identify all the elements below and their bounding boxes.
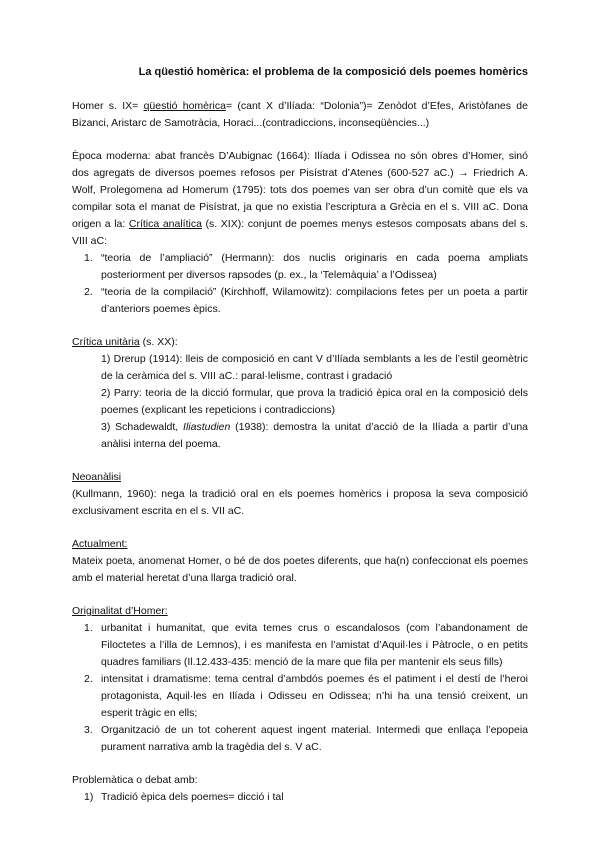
unitaria-item-2: 2) Parry: teoria de la dicció formular, que prova la tradició èpica oral en la composició dels poemes (explicant les repeticions i contradiccions) (101, 387, 528, 416)
list-number: 2. (84, 673, 93, 685)
unitaria-heading (72, 334, 528, 351)
list-item (72, 789, 528, 806)
list-item-text: “teoria de la compilació” (Kirchhoff, Wilamowitz): compilacions fetes per un poeta a partir d’anteriors poemes èpics. (101, 286, 528, 315)
list-item-text: urbanitat i humanitat, que evita temes crus o escandalosos (com l’abandonament de Filoctetes a l’illa de Lemnos), i es manifesta en l’amistat d’Aquil·les i Pàtrocle, o en petits quadres familiars (Il.12.433-435: menció de la mare que fila per mantenir els seus fills) (101, 622, 528, 668)
neoanalisi-text: (Kullmann, 1960): nega la tradició oral en els poemes homèrics i proposa la seva composició exclusivament escrita en el s. VII aC. (72, 488, 528, 517)
page-title: La qüestió homèrica: el problema de la composició dels poemes homèrics (138, 66, 528, 78)
critica-analitica-term: Crítica analítica (128, 218, 202, 230)
intro-paragraph (72, 98, 528, 132)
list-number: 1. (84, 252, 93, 264)
problematica-list (72, 789, 528, 806)
unitaria-item-3-post: (1938): demostra la unitat d’acció de la Ilíada a partir d’una anàlisi interna del poema. (101, 421, 528, 450)
list-number: 2. (84, 286, 93, 298)
list-item-text: Tradició èpica dels poemes= dicció i tal (101, 791, 284, 803)
iliastudien-title: Iliastudien (183, 421, 231, 433)
modern-text-2: (s. XIX): conjunt de poemes menys estesos composats abans del s. VIII aC: (72, 218, 528, 247)
unitaria-heading-text: Crítica unitària (72, 336, 140, 348)
actualment-heading: Actualment: (72, 538, 128, 550)
document-page (72, 64, 528, 806)
modern-paragraph (72, 148, 528, 250)
intro-term: qüestió homèrica (143, 100, 226, 112)
intro-rest: = (cant X d’Ilíada: “Dolonia”)= Zenòdot d’Efes, Aristòfanes de Bizanci, Aristarc de Samotràcia, Horaci...(contradiccions, inconseqüències...) (72, 100, 528, 129)
unitaria-heading-suffix: (s. XX): (139, 336, 178, 348)
list-item-text: intensitat i dramatisme: tema central d’ambdós poemes és el patiment i el destí de l’heroi protagonista, Aquil·les en Ilíada i Odisseu en Odissea; n’hi ha una tensió creixent, un esperit tràgic en ells; (101, 673, 528, 719)
unitaria-item-1: 1) Drerup (1914): lleis de composició en cant V d’Ilíada semblants a les de l’estil geomètric de la ceràmica del s. VIII aC.: paral·lelisme, contrast i gradació (101, 353, 528, 382)
list-number: 3. (84, 724, 93, 736)
list-item-text: “teoria de l’ampliació” (Hermann): dos nuclis originaris en cada poema ampliats posteriorment per diversos rapsodes (p. ex., la ‘Telemàquia’ a l’Odissea) (101, 252, 528, 281)
list-number: 1. (84, 622, 93, 634)
problematica-heading: Problemàtica o debat amb: (72, 774, 198, 786)
list-item (72, 722, 528, 756)
unitaria-item-3 (101, 419, 528, 453)
list-item (72, 620, 528, 671)
modern-text-1: Època moderna: abat francès D’Aubignac (1664): Ilíada i Odissea no són obres d’Homer, sinó dos agregats de diversos poemes refosos per Pisístrat d’Atenes (600-527 aC.) → Friedrich A. Wolf, Prolegomena ad Homerum (1795): tots dos poemes van ser obra d’un comitè que els va compilar sota el manat de Pisístrat, ja que no existia l’escriptura a Grècia en el s. VIII aC. Dona origen a la: (72, 150, 528, 230)
actualment-text: Mateix poeta, anomenat Homer, o bé de dos poetes diferents, que ha(n) confeccionat els poemes amb el material heretat d’una llarga tradició oral. (72, 555, 528, 584)
originalitat-heading: Originalitat d’Homer: (72, 605, 168, 617)
analitica-list (72, 250, 528, 318)
list-item (72, 250, 528, 284)
unitaria-block (72, 351, 528, 453)
unitaria-item-3-pre: 3) Schadewaldt, (101, 421, 184, 433)
originalitat-list (72, 620, 528, 756)
list-number: 1) (84, 791, 94, 803)
intro-lead: Homer s. IX= (72, 100, 144, 112)
neoanalisi-heading: Neoanàlisi (72, 471, 122, 483)
list-item-text: Organització de un tot coherent aquest ingent material. Intermedi que enllaça l’epopeia purament narrativa amb la tragèdia del s. V aC. (101, 724, 528, 753)
list-item (72, 284, 528, 318)
list-item (72, 671, 528, 722)
